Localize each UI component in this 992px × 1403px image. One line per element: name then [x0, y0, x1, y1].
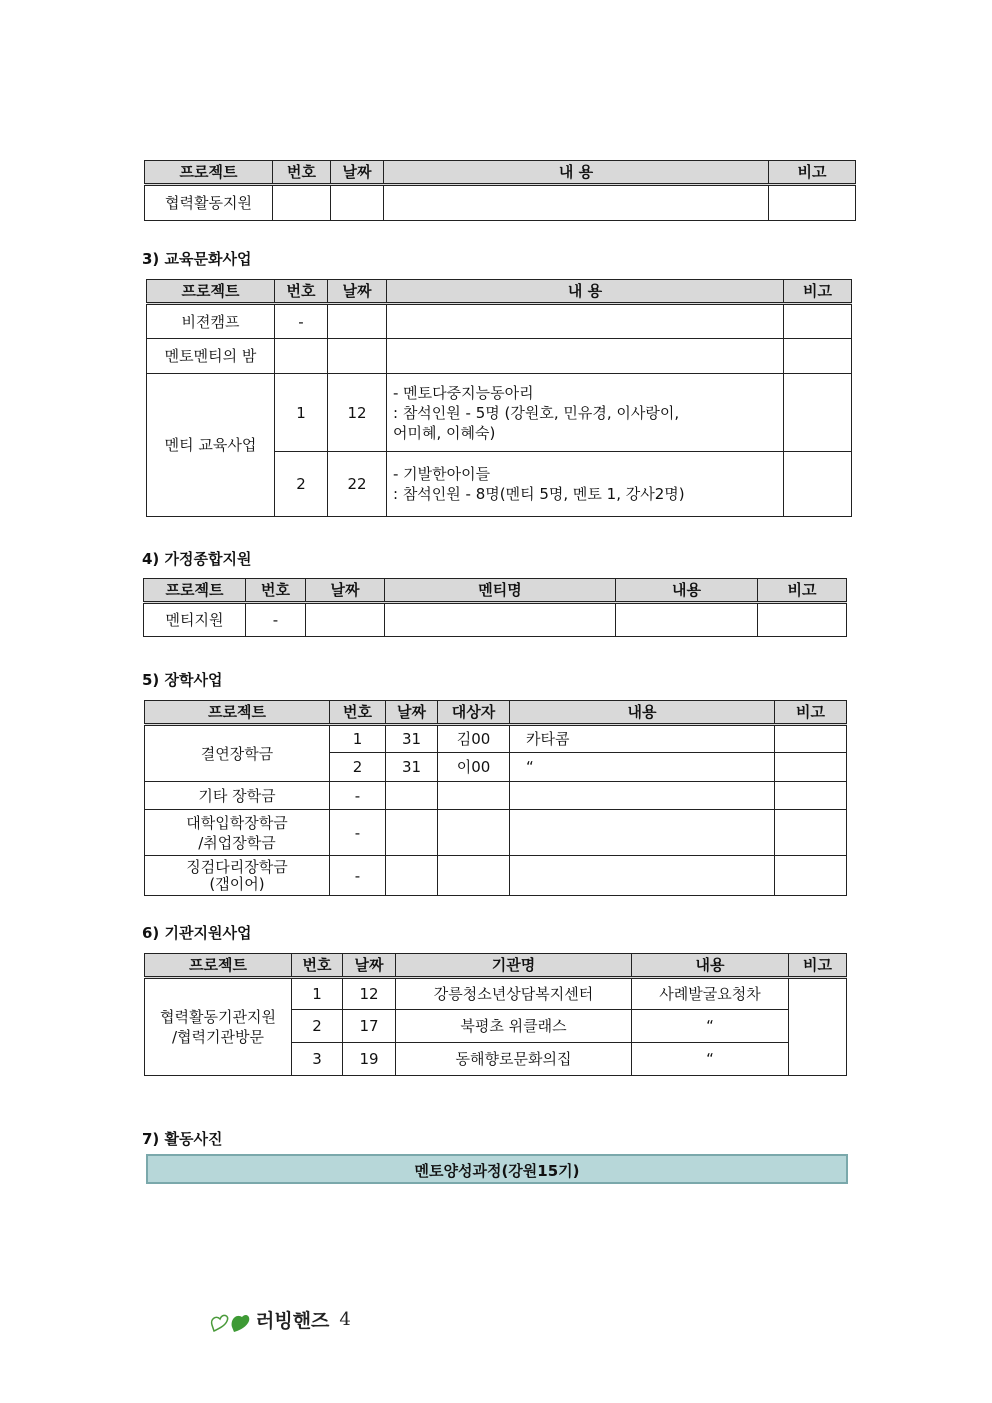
cell-number: 1	[330, 725, 386, 753]
cell-note	[775, 753, 847, 782]
header-target: 대상자	[438, 701, 510, 725]
cell-number: -	[275, 304, 328, 339]
cell-content: 카타콤	[510, 725, 775, 753]
cell-target	[438, 782, 510, 810]
cell-note	[769, 185, 856, 221]
cell-date: 12	[328, 374, 387, 452]
header-date: 날짜	[331, 161, 384, 185]
header-project: 프로젝트	[144, 579, 246, 603]
content-line: - 기발한아이들	[393, 465, 491, 483]
content-line: - 멘토다중지능동아리	[393, 383, 534, 402]
header-note: 비고	[769, 161, 856, 185]
footer	[208, 1306, 351, 1333]
header-content: 내 용	[384, 161, 769, 185]
content-line: : 참석인원 - 5명 (강원호, 민유경, 이사랑이,	[393, 403, 680, 422]
cell-note	[784, 339, 852, 374]
cell-project: 멘티지원	[144, 603, 246, 637]
cell-number: 2	[292, 1010, 343, 1043]
cell-target	[438, 810, 510, 856]
project-line: /협력기관방문	[172, 1028, 264, 1046]
cell-date	[386, 782, 438, 810]
project-table-institution	[144, 953, 847, 1076]
cell-project: 멘티 교육사업	[147, 374, 275, 517]
cell-content	[616, 603, 758, 637]
cell-content	[387, 452, 784, 517]
cell-note	[789, 978, 847, 1076]
cell-number: -	[246, 603, 306, 637]
cell-institution: 동해향로문화의집	[396, 1043, 632, 1076]
header-project: 프로젝트	[145, 954, 292, 978]
cell-content	[387, 339, 784, 374]
cell-date	[331, 185, 384, 221]
header-content: 내용	[616, 579, 758, 603]
cell-date	[386, 810, 438, 856]
cell-note	[758, 603, 847, 637]
content-line: : 참석인원 - 8명(멘티 5명, 멘토 1, 강사2명)	[393, 485, 685, 503]
header-date: 날짜	[328, 280, 387, 304]
header-project: 프로젝트	[145, 701, 330, 725]
footer-brand: 러빙핸즈	[256, 1310, 330, 1332]
cell-project	[145, 856, 330, 896]
cell-content: “	[632, 1043, 789, 1076]
cell-content	[387, 374, 784, 452]
cell-number: 2	[330, 753, 386, 782]
cell-institution: 강릉청소년상담복지센터	[396, 978, 632, 1010]
cell-number	[273, 185, 331, 221]
cell-number: 2	[275, 452, 328, 517]
cell-content: “	[510, 753, 775, 782]
header-number: 번호	[246, 579, 306, 603]
header-content: 내 용	[387, 280, 784, 304]
project-line: (갭이어)	[209, 874, 265, 893]
cell-project: 비젼캠프	[147, 304, 275, 339]
hands-logo-icon	[208, 1307, 252, 1333]
cell-date: 31	[386, 753, 438, 782]
cell-number: 3	[292, 1043, 343, 1076]
cell-mentee	[385, 603, 616, 637]
cell-project	[145, 978, 292, 1076]
header-number: 번호	[275, 280, 328, 304]
cell-note	[784, 374, 852, 452]
cell-content	[510, 856, 775, 896]
photo-section-banner: 멘토양성과정(강원15기)	[146, 1154, 848, 1184]
cell-content	[510, 810, 775, 856]
cell-number: 1	[292, 978, 343, 1010]
cell-content	[384, 185, 769, 221]
header-content: 내용	[632, 954, 789, 978]
header-content: 내용	[510, 701, 775, 725]
section-heading-institution: 6) 기관지원사업	[142, 924, 252, 942]
header-note: 비고	[758, 579, 847, 603]
header-date: 날짜	[386, 701, 438, 725]
project-line: 대학입학장학금	[186, 813, 288, 832]
header-date: 날짜	[343, 954, 396, 978]
header-number: 번호	[330, 701, 386, 725]
header-date: 날짜	[306, 579, 385, 603]
cell-date	[328, 339, 387, 374]
header-number: 번호	[273, 161, 331, 185]
cell-project: 협력활동지원	[145, 185, 273, 221]
cell-number	[275, 339, 328, 374]
cell-date: 19	[343, 1043, 396, 1076]
header-project: 프로젝트	[145, 161, 273, 185]
cell-date: 31	[386, 725, 438, 753]
cell-number: -	[330, 810, 386, 856]
header-note: 비고	[789, 954, 847, 978]
cell-content	[510, 782, 775, 810]
cell-note	[775, 810, 847, 856]
cell-note	[775, 725, 847, 753]
header-number: 번호	[292, 954, 343, 978]
cell-number: -	[330, 782, 386, 810]
section-heading-scholarship: 5) 장학사업	[142, 671, 223, 689]
cell-content: “	[632, 1010, 789, 1043]
project-table-family	[143, 578, 847, 637]
cell-project	[145, 810, 330, 856]
cell-target: 이00	[438, 753, 510, 782]
cell-project: 결연장학금	[145, 725, 330, 782]
project-table-education	[146, 279, 852, 517]
cell-note	[784, 452, 852, 517]
header-mentee: 멘티명	[385, 579, 616, 603]
project-line: 협력활동기관지원	[160, 1008, 276, 1026]
cell-number: 1	[275, 374, 328, 452]
section-heading-family: 4) 가정종합지원	[142, 550, 252, 568]
cell-project: 멘토멘티의 밤	[147, 339, 275, 374]
cell-date: 17	[343, 1010, 396, 1043]
project-line: 징검다리장학금	[186, 857, 288, 876]
cell-institution: 북평초 위클래스	[396, 1010, 632, 1043]
cell-note	[775, 856, 847, 896]
cell-date	[328, 304, 387, 339]
header-note: 비고	[775, 701, 847, 725]
header-project: 프로젝트	[147, 280, 275, 304]
header-note: 비고	[784, 280, 852, 304]
cell-date: 22	[328, 452, 387, 517]
cell-target: 김00	[438, 725, 510, 753]
cell-date	[306, 603, 385, 637]
cell-date: 12	[343, 978, 396, 1010]
cell-date	[386, 856, 438, 896]
cell-target	[438, 856, 510, 896]
content-line: 어미혜, 이혜숙)	[393, 423, 496, 442]
project-table-cooperation	[144, 160, 856, 221]
cell-note	[784, 304, 852, 339]
project-table-scholarship	[144, 700, 847, 896]
section-heading-photos: 7) 활동사진	[142, 1130, 223, 1148]
cell-number: -	[330, 856, 386, 896]
cell-content	[387, 304, 784, 339]
project-line: /취업장학금	[198, 833, 276, 852]
page-number: 4	[339, 1309, 351, 1330]
header-institution: 기관명	[396, 954, 632, 978]
section-heading-education: 3) 교육문화사업	[142, 250, 252, 268]
cell-project: 기타 장학금	[145, 782, 330, 810]
cell-note	[775, 782, 847, 810]
cell-content: 사례발굴요청차	[632, 978, 789, 1010]
